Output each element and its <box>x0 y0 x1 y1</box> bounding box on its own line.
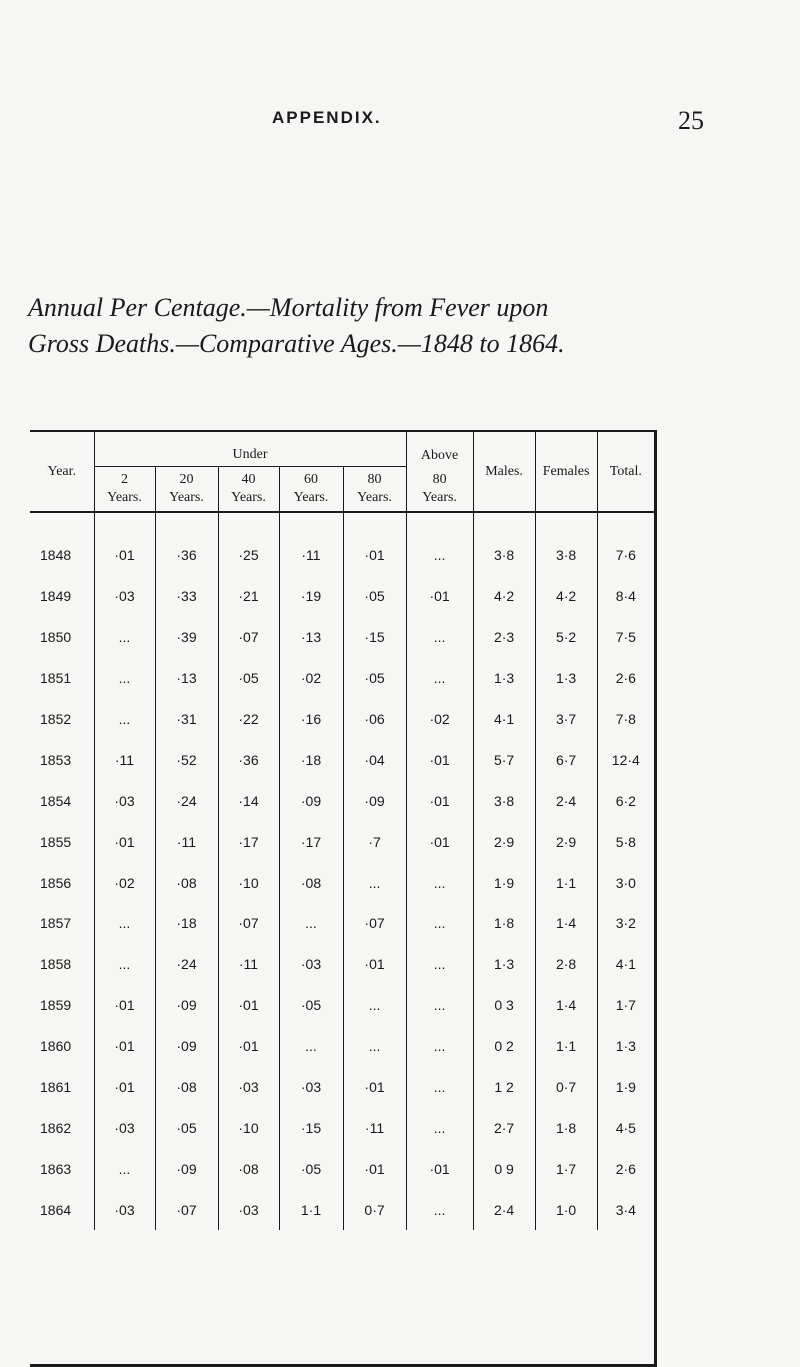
cell-under-2: ... <box>94 944 155 985</box>
cell-year: 1848 <box>40 547 72 564</box>
cell-under-80: ·09 <box>343 780 406 821</box>
cell-females: 1·4 <box>535 903 597 944</box>
cell-total: 7·5 <box>597 617 654 658</box>
cell-under-60: ... <box>279 1026 343 1067</box>
col-80-years-header: 80 Years. <box>343 467 406 513</box>
cell-year: 1857 <box>40 915 72 932</box>
cell-females: 3·8 <box>535 535 597 576</box>
cell-under-20: ·36 <box>155 535 218 576</box>
cell-year: 1854 <box>40 792 72 809</box>
cell-above-80: ... <box>406 617 473 658</box>
cell-total: 1·7 <box>597 985 654 1026</box>
cell-under-40: ·10 <box>218 862 279 903</box>
cell-under-80: ·01 <box>343 944 406 985</box>
cell-males: 1·3 <box>473 944 535 985</box>
cell-males: 1·3 <box>473 658 535 699</box>
cell-total: 2·6 <box>597 1148 654 1189</box>
cell-year: 1864 <box>40 1201 72 1218</box>
table-row <box>30 1148 654 1189</box>
cell-males: 1 2 <box>473 1067 535 1108</box>
col-females-header: Females <box>535 432 597 512</box>
cell-year: 1853 <box>40 751 72 768</box>
cell-above-80: ... <box>406 985 473 1026</box>
cell-under-40: ·25 <box>218 535 279 576</box>
cell-under-20: ·52 <box>155 739 218 780</box>
table-row <box>30 576 654 617</box>
cell-above-80: ... <box>406 535 473 576</box>
cell-females: 5·2 <box>535 617 597 658</box>
cell-under-60: ·03 <box>279 1067 343 1108</box>
cell-males: 0 2 <box>473 1026 535 1067</box>
cell-under-60: ... <box>279 903 343 944</box>
cell-under-2: ·01 <box>94 821 155 862</box>
cell-males: 1·9 <box>473 862 535 903</box>
cell-under-2: ·03 <box>94 1107 155 1148</box>
cell-total: 3·0 <box>597 862 654 903</box>
data-table <box>30 432 654 1230</box>
cell-females: 2·8 <box>535 944 597 985</box>
cell-under-60: ·15 <box>279 1107 343 1148</box>
cell-under-80: ·05 <box>343 658 406 699</box>
cell-total: 7·8 <box>597 699 654 740</box>
cell-total: 2·6 <box>597 658 654 699</box>
table-row <box>30 535 654 576</box>
cell-total: 5·8 <box>597 821 654 862</box>
cell-under-40: ·08 <box>218 1148 279 1189</box>
cell-under-60: ·11 <box>279 535 343 576</box>
cell-year: 1860 <box>40 1038 72 1055</box>
header-row-group <box>30 432 654 467</box>
cell-year: 1851 <box>40 670 72 687</box>
title-line-1: Annual Per Centage.—Mortality from Fever upon <box>28 293 549 322</box>
cell-under-40: ·21 <box>218 576 279 617</box>
cell-males: 4·1 <box>473 699 535 740</box>
cell-under-80: 0·7 <box>343 1189 406 1230</box>
cell-under-2: ... <box>94 903 155 944</box>
table-row <box>30 1026 654 1067</box>
cell-above-80: ... <box>406 944 473 985</box>
cell-under-20: ·31 <box>155 699 218 740</box>
cell-year: 1850 <box>40 629 72 646</box>
cell-under-2: ·11 <box>94 739 155 780</box>
cell-under-2: ·03 <box>94 1189 155 1230</box>
cell-under-60: ·02 <box>279 658 343 699</box>
col-above-80-header: 80 Years. <box>406 467 473 513</box>
cell-under-20: ·09 <box>155 985 218 1026</box>
cell-above-80: ... <box>406 1189 473 1230</box>
cell-under-20: ·11 <box>155 821 218 862</box>
table-row <box>30 903 654 944</box>
cell-under-60: ·19 <box>279 576 343 617</box>
table-row <box>30 699 654 740</box>
cell-under-60: ·17 <box>279 821 343 862</box>
cell-under-40: ·01 <box>218 1026 279 1067</box>
table-row <box>30 944 654 985</box>
cell-year: 1862 <box>40 1119 72 1136</box>
cell-under-2: ·01 <box>94 535 155 576</box>
table-row <box>30 1189 654 1230</box>
table-body <box>30 535 654 1230</box>
cell-males: 4·2 <box>473 576 535 617</box>
cell-total: 3·4 <box>597 1189 654 1230</box>
cell-males: 5·7 <box>473 739 535 780</box>
cell-total: 12·4 <box>597 739 654 780</box>
cell-females: 1·7 <box>535 1148 597 1189</box>
cell-under-40: ·05 <box>218 658 279 699</box>
cell-under-20: ·24 <box>155 780 218 821</box>
cell-above-80: ·01 <box>406 1148 473 1189</box>
cell-under-40: ·01 <box>218 985 279 1026</box>
cell-under-2: ·03 <box>94 576 155 617</box>
cell-under-40: ·07 <box>218 617 279 658</box>
title-line-2: Gross Deaths.—Comparative Ages.—1848 to 1864. <box>28 329 565 358</box>
cell-under-60: ·08 <box>279 862 343 903</box>
col-males-header: Males. <box>473 432 535 512</box>
table-row <box>30 658 654 699</box>
cell-males: 0 3 <box>473 985 535 1026</box>
cell-under-40: ·36 <box>218 739 279 780</box>
cell-under-60: ·09 <box>279 780 343 821</box>
cell-under-40: ·10 <box>218 1107 279 1148</box>
table-row <box>30 985 654 1026</box>
cell-total: 1·3 <box>597 1026 654 1067</box>
cell-under-20: ·24 <box>155 944 218 985</box>
cell-under-20: ·05 <box>155 1107 218 1148</box>
cell-under-20: ·13 <box>155 658 218 699</box>
group-header-under: Under <box>94 432 406 467</box>
cell-under-40: ·03 <box>218 1067 279 1108</box>
cell-males: 2·4 <box>473 1189 535 1230</box>
cell-under-80: ... <box>343 985 406 1026</box>
cell-under-80: ·7 <box>343 821 406 862</box>
cell-females: 2·9 <box>535 821 597 862</box>
cell-under-80: ·05 <box>343 576 406 617</box>
cell-males: 3·8 <box>473 780 535 821</box>
cell-under-80: ·15 <box>343 617 406 658</box>
cell-total: 4·1 <box>597 944 654 985</box>
cell-under-2: ·01 <box>94 1026 155 1067</box>
cell-total: 7·6 <box>597 535 654 576</box>
cell-under-60: ·16 <box>279 699 343 740</box>
cell-under-80: ·01 <box>343 1067 406 1108</box>
cell-under-40: ·14 <box>218 780 279 821</box>
cell-females: 6·7 <box>535 739 597 780</box>
col-year-header: Year. <box>47 463 77 479</box>
cell-under-2: ·01 <box>94 985 155 1026</box>
cell-above-80: ... <box>406 862 473 903</box>
cell-females: 2·4 <box>535 780 597 821</box>
cell-under-2: ·03 <box>94 780 155 821</box>
group-header-above: Above <box>406 432 473 467</box>
cell-under-20: ·33 <box>155 576 218 617</box>
cell-above-80: ... <box>406 1107 473 1148</box>
cell-under-80: ·06 <box>343 699 406 740</box>
cell-under-40: ·22 <box>218 699 279 740</box>
page-number: 25 <box>678 106 704 135</box>
cell-above-80: ·02 <box>406 699 473 740</box>
cell-total: 1·9 <box>597 1067 654 1108</box>
cell-under-2: ·02 <box>94 862 155 903</box>
cell-under-20: ·18 <box>155 903 218 944</box>
cell-females: 1·0 <box>535 1189 597 1230</box>
col-20-years-header: 20 Years. <box>155 467 218 513</box>
table-row <box>30 1067 654 1108</box>
cell-above-80: ... <box>406 1026 473 1067</box>
cell-year: 1849 <box>40 588 72 605</box>
cell-males: 2·3 <box>473 617 535 658</box>
cell-under-60: ·03 <box>279 944 343 985</box>
cell-under-80: ... <box>343 862 406 903</box>
cell-females: 1·1 <box>535 1026 597 1067</box>
table-row <box>30 1107 654 1148</box>
cell-year: 1861 <box>40 1079 72 1096</box>
cell-above-80: ·01 <box>406 821 473 862</box>
cell-males: 3·8 <box>473 535 535 576</box>
header-separator <box>30 512 654 535</box>
cell-year: 1863 <box>40 1160 72 1177</box>
cell-females: 3·7 <box>535 699 597 740</box>
cell-under-20: ·08 <box>155 1067 218 1108</box>
cell-above-80: ·01 <box>406 576 473 617</box>
cell-under-2: ... <box>94 617 155 658</box>
cell-total: 8·4 <box>597 576 654 617</box>
cell-females: 1·1 <box>535 862 597 903</box>
table-row <box>30 821 654 862</box>
cell-year: 1855 <box>40 833 72 850</box>
cell-under-80: ·04 <box>343 739 406 780</box>
cell-under-2: ·01 <box>94 1067 155 1108</box>
cell-above-80: ·01 <box>406 739 473 780</box>
running-head: APPENDIX. <box>272 108 382 127</box>
cell-females: 1·3 <box>535 658 597 699</box>
cell-males: 2·7 <box>473 1107 535 1148</box>
table-row <box>30 739 654 780</box>
cell-females: 4·2 <box>535 576 597 617</box>
cell-under-40: ·17 <box>218 821 279 862</box>
page-header <box>0 108 800 138</box>
cell-females: 1·8 <box>535 1107 597 1148</box>
cell-above-80: ·01 <box>406 780 473 821</box>
cell-total: 3·2 <box>597 903 654 944</box>
cell-females: 0·7 <box>535 1067 597 1108</box>
cell-year: 1852 <box>40 711 72 727</box>
cell-under-20: ·09 <box>155 1148 218 1189</box>
cell-under-60: ·13 <box>279 617 343 658</box>
cell-above-80: ... <box>406 658 473 699</box>
cell-under-40: ·11 <box>218 944 279 985</box>
cell-under-2: ... <box>94 658 155 699</box>
col-40-years-header: 40 Years. <box>218 467 279 513</box>
cell-year: 1856 <box>40 874 72 891</box>
cell-under-60: ·05 <box>279 985 343 1026</box>
col-60-years-header: 60 Years. <box>279 467 343 513</box>
cell-above-80: ... <box>406 903 473 944</box>
cell-under-2: ... <box>94 1148 155 1189</box>
cell-under-40: ·07 <box>218 903 279 944</box>
cell-females: 1·4 <box>535 985 597 1026</box>
cell-total: 6·2 <box>597 780 654 821</box>
cell-under-20: ·39 <box>155 617 218 658</box>
cell-under-60: ·05 <box>279 1148 343 1189</box>
cell-under-80: ·07 <box>343 903 406 944</box>
cell-under-20: ·08 <box>155 862 218 903</box>
cell-year: 1858 <box>40 956 72 973</box>
table-row <box>30 617 654 658</box>
cell-males: 0 9 <box>473 1148 535 1189</box>
cell-year: 1859 <box>40 997 72 1014</box>
cell-under-80: ·11 <box>343 1107 406 1148</box>
cell-under-80: ... <box>343 1026 406 1067</box>
col-total-header: Total. <box>597 432 654 512</box>
mortality-table <box>30 430 657 1367</box>
cell-under-80: ·01 <box>343 1148 406 1189</box>
table-row <box>30 862 654 903</box>
cell-under-20: ·09 <box>155 1026 218 1067</box>
table-title <box>28 290 788 362</box>
cell-under-20: ·07 <box>155 1189 218 1230</box>
cell-under-40: ·03 <box>218 1189 279 1230</box>
cell-under-60: 1·1 <box>279 1189 343 1230</box>
cell-under-2: ... <box>94 699 155 740</box>
cell-above-80: ... <box>406 1067 473 1108</box>
cell-under-60: ·18 <box>279 739 343 780</box>
cell-under-80: ·01 <box>343 535 406 576</box>
table-row <box>30 780 654 821</box>
cell-total: 4·5 <box>597 1107 654 1148</box>
col-2-years-header: 2 Years. <box>94 467 155 513</box>
cell-males: 1·8 <box>473 903 535 944</box>
cell-males: 2·9 <box>473 821 535 862</box>
